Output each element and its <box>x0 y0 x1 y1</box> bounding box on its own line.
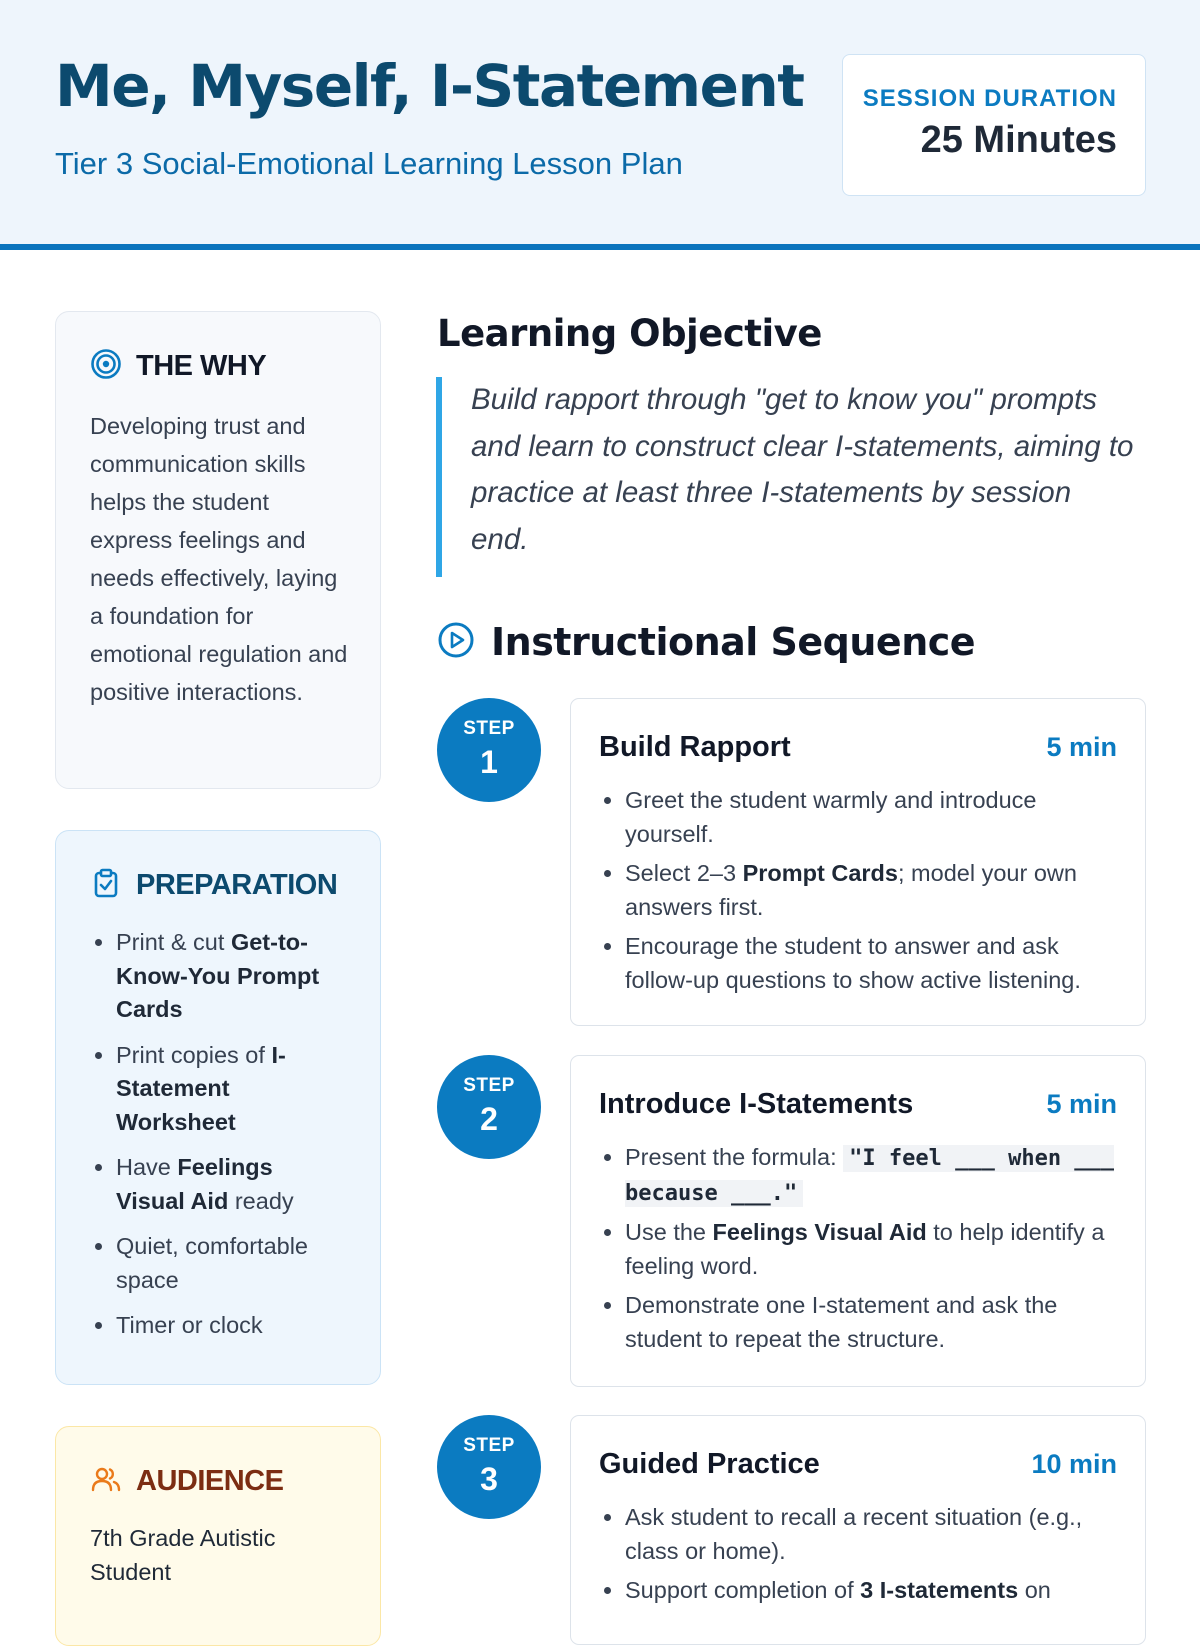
play-circle-icon <box>437 621 475 664</box>
clipboard-check-icon <box>90 867 122 904</box>
step-bullets <box>599 1501 1117 1608</box>
session-duration-label: SESSION DURATION <box>862 85 1117 112</box>
why-title: THE WHY <box>136 350 267 382</box>
preparation-item: • Quiet, comfortable space <box>116 1230 348 1297</box>
step-badge: STEP 3 <box>437 1415 541 1519</box>
step-bullet: • Support completion of 3 I-statements on <box>625 1574 1117 1608</box>
session-duration-value: 25 Minutes <box>920 119 1117 161</box>
page-title: Me, Myself, I-Statement <box>55 52 804 120</box>
step-number: 1 <box>480 744 498 780</box>
step-bullet: • Present the formula: "I feel ___ when ___ because ___." <box>625 1141 1117 1210</box>
step-card <box>570 1415 1146 1645</box>
preparation-item: • Have Feelings Visual Aid ready <box>116 1151 348 1218</box>
why-card <box>55 311 381 789</box>
step-title: Build Rapport <box>599 731 791 763</box>
preparation-item: • Print copies of I-Statement Worksheet <box>116 1039 348 1140</box>
step-title: Guided Practice <box>599 1448 820 1480</box>
preparation-card <box>55 830 381 1385</box>
step-title: Introduce I-Statements <box>599 1088 914 1120</box>
preparation-item: • Timer or clock <box>116 1309 348 1343</box>
step-bullets <box>599 1141 1117 1356</box>
step-time: 5 min <box>1046 1089 1117 1119</box>
step-time: 5 min <box>1046 732 1117 762</box>
step-bullet: • Ask student to recall a recent situation (e.g., class or home). <box>625 1501 1117 1568</box>
preparation-title: PREPARATION <box>136 869 338 901</box>
step-card <box>570 1055 1146 1387</box>
step-badge: STEP 1 <box>437 698 541 802</box>
formula-code: "I feel ___ when ___ because ___." <box>625 1146 1115 1206</box>
step-badge: STEP 2 <box>437 1055 541 1159</box>
session-duration-card <box>842 54 1146 196</box>
sequence-header <box>437 620 975 664</box>
preparation-list <box>90 926 348 1343</box>
audience-title: AUDIENCE <box>136 1465 284 1497</box>
step-bullets <box>599 784 1117 997</box>
step-bullet: • Demonstrate one I-statement and ask the student to repeat the structure. <box>625 1289 1117 1356</box>
audience-text: 7th Grade Autistic Student <box>90 1525 276 1585</box>
why-text: Developing trust and communication skills helps the student express feelings and needs effectively, laying a foundation for emotional regulation and positive interactions. <box>90 413 348 705</box>
step-bullet: • Greet the student warmly and introduce yourself. <box>625 784 1117 851</box>
page-subtitle: Tier 3 Social-Emotional Learning Lesson Plan <box>55 146 683 181</box>
step-bullet: • Use the Feelings Visual Aid to help identify a feeling word. <box>625 1216 1117 1283</box>
step-number: 2 <box>480 1101 498 1137</box>
target-icon <box>90 348 122 385</box>
page-header <box>0 0 1200 250</box>
objective-quote: Build rapport through "get to know you" prompts and learn to construct clear I-statements, aiming to practice at least three I-statements by session end. <box>436 377 1136 577</box>
step-number: 3 <box>480 1461 498 1497</box>
users-icon <box>90 1463 122 1500</box>
objective-title: Learning Objective <box>437 312 822 355</box>
step-time: 10 min <box>1031 1449 1117 1479</box>
preparation-item: • Print & cut Get-to-Know-You Prompt Cards <box>116 926 348 1027</box>
sequence-title: Instructional Sequence <box>491 620 976 664</box>
audience-card <box>55 1426 381 1646</box>
step-card <box>570 698 1146 1026</box>
step-bullet: • Select 2–3 Prompt Cards; model your own answers first. <box>625 857 1117 924</box>
step-bullet: • Encourage the student to answer and ask follow-up questions to show active listening. <box>625 930 1117 997</box>
